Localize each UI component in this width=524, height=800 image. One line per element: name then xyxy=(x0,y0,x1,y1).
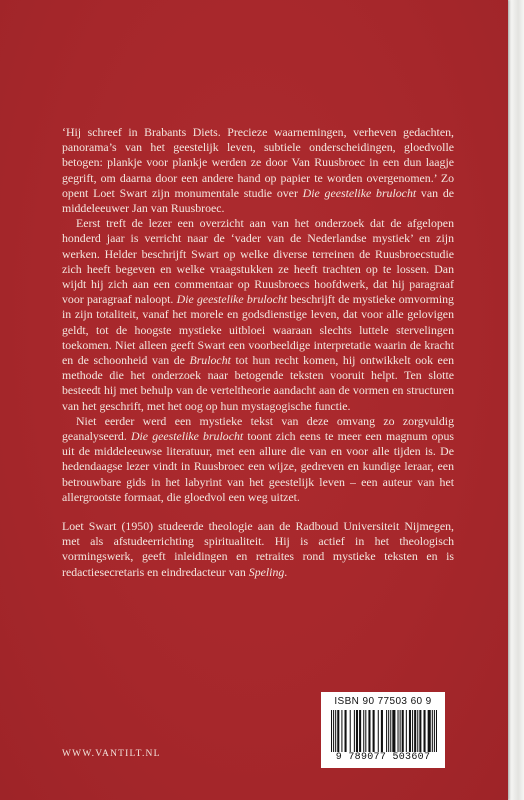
italic-title: Die geestelike brulocht xyxy=(130,429,244,444)
paragraph-3 xyxy=(62,414,454,505)
barcode-bar xyxy=(390,710,391,752)
barcode-bar xyxy=(400,710,401,752)
italic-title: Speling xyxy=(248,564,285,579)
barcode-bar xyxy=(414,710,416,752)
italic-title: Die geestelike brulocht xyxy=(176,292,288,307)
barcode-bar xyxy=(333,710,334,752)
barcode-bar xyxy=(388,710,389,752)
italic-title: Die geestelike brulocht xyxy=(302,185,417,200)
barcode-bar xyxy=(368,710,370,752)
barcode-bar xyxy=(432,710,433,752)
barcode-bar xyxy=(386,710,387,752)
barcode-bar xyxy=(341,710,342,752)
barcode-bar xyxy=(350,710,351,752)
blurb-text xyxy=(62,125,454,580)
barcode-bar xyxy=(436,710,437,752)
text-run: toont zich eens te meer een magnum opus uit de middeleeuwse literatuur, met een allure die van en voor alle tijden is. De hedendaagse lezer vindt in Ruusbroec een wijze, gedreven en kundige leraar, een betrouwbare gids in het labyrint van het geestelijk leven – een auteur van het allergrootste formaat, die gloedvol een weg uitzet. xyxy=(62,429,454,504)
italic-title: Brulocht xyxy=(189,353,231,368)
barcode-bar xyxy=(359,710,361,752)
barcode-bar xyxy=(417,710,418,752)
barcode-bar xyxy=(335,710,336,752)
text-run: van de middeleeuwer Jan van Ruusbroec. xyxy=(62,185,454,216)
barcode-bar xyxy=(412,710,413,752)
text-run: ‘Hij schreef in Brabants Diets. Precieze waarnemingen, verheven gedachten, panorama’s van het geestelijk leven, subtiele onderscheidingen, gloedvolle betogen: plankje voor plankje werden ze door Van Ruusbroec in een dun laagje gegrift, om daarna door een andere hand op papier te worden overgenomen.’ Zo opent Loet Swart zijn monumentale studie over xyxy=(62,125,454,200)
text-run: beschrijft de mystieke omvorming in zijn totaliteit, vanaf het morele en godsdienstige leven, dat voor alle gelovigen geldt, tot de hoogste mystieke uitbloei waaraan slechts luttele stervelingen toekomen. Niet alleen geeft Swart een voorbeeldige interpretatie waarin de kracht en de schoonheid van de xyxy=(62,292,454,368)
text-run: Eerst treft de lezer een overzicht aan van het onderzoek dat de afgelopen honderd jaar is verricht naar de ‘vader van de Nederlandse mystiek’ en zijn werken. Helder beschrijft Swart op welke diverse terreinen de Ruusbroecstudie zich heeft begeven en welke vraagstukken ze heeft trachten op te lossen. Dan wijdt hij zich aan een commentaar op Ruusbroecs hoofdwerk, dat hij paragraaf voor paragraaf naloopt. xyxy=(62,216,454,307)
barcode-bars xyxy=(331,710,437,752)
barcode-bar xyxy=(398,710,399,752)
text-run: tot hun recht komen, hij ontwikkelt ook een methode die het onderzoek naar betogende teksten vooruit helpt. Ten slotte besteedt hij met behulp van de verteltheorie aandacht aan de vormen en structuren van het geschrift, met het oog op hun mystagogische functie. xyxy=(62,353,454,413)
barcode-bar xyxy=(356,710,358,752)
publisher-website: WWW.VANTILT.NL xyxy=(62,749,161,759)
paragraph-4 xyxy=(62,519,454,580)
barcode-bar xyxy=(378,710,379,752)
barcode-bar xyxy=(409,710,411,752)
isbn-label: ISBN 90 77503 60 9 xyxy=(334,696,432,707)
barcode-box xyxy=(321,692,445,768)
barcode-bar xyxy=(373,710,375,752)
text-run: Niet eerder werd een mystieke tekst van deze omvang zo zorgvuldig geanalyseerd. xyxy=(62,413,454,444)
barcode-bar xyxy=(419,710,421,752)
barcode-bar xyxy=(381,710,383,752)
barcode-bar xyxy=(434,710,435,752)
barcode-bar xyxy=(345,710,347,752)
paragraph-1 xyxy=(62,125,454,216)
barcode-bar xyxy=(365,710,366,752)
paragraph-2 xyxy=(62,216,454,414)
barcode-bar xyxy=(331,710,332,752)
text-run: . xyxy=(284,564,288,579)
barcode-bar xyxy=(337,710,339,752)
text-run: Loet Swart (1950) studeerde theologie aan de Radboud Universiteit Nijmegen, met als afstudeerrichting spiritualiteit. Hij is actief in het theologisch vormingswerk, geeft inleidingen en retraites rond mystieke teksten en is redactiesecretaris en eindredacteur van xyxy=(62,519,454,579)
barcode-bar xyxy=(392,710,395,752)
barcode-bar xyxy=(428,710,431,752)
barcode-bar xyxy=(402,710,404,752)
barcode-bar xyxy=(423,710,425,752)
barcode-number: 9 789077 503607 xyxy=(335,752,431,763)
barcode-bar xyxy=(354,710,355,752)
barcode-bar xyxy=(406,710,407,752)
barcode-bar xyxy=(363,710,364,752)
